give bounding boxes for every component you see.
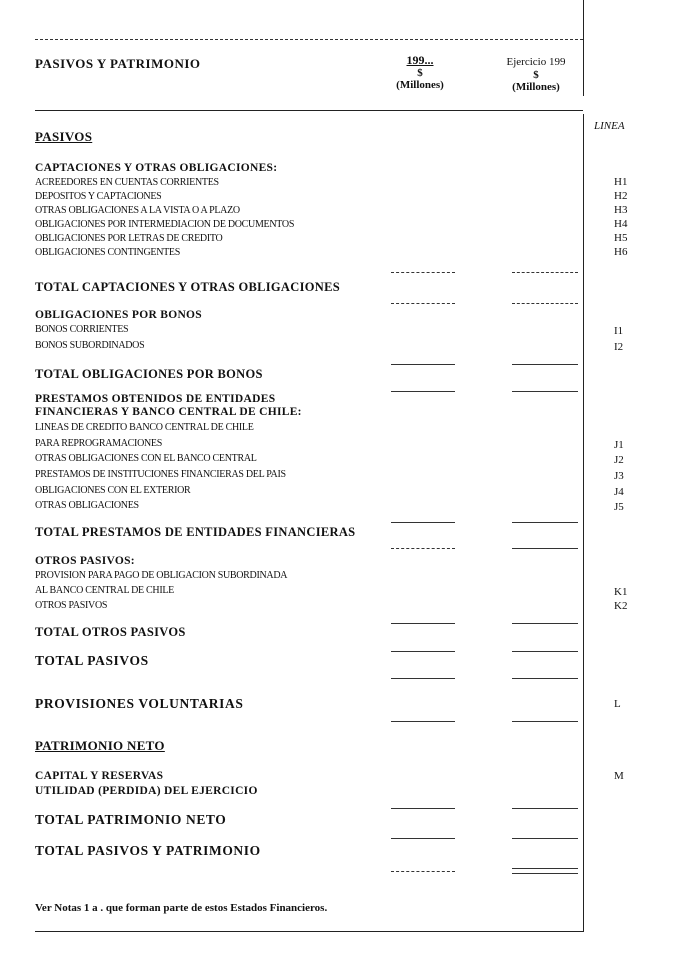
blank-provisiones-col2: [512, 721, 578, 722]
blank-provisiones-col1: [391, 721, 455, 722]
captaciones-title: CAPTACIONES Y OTRAS OBLIGACIONES:: [35, 162, 278, 174]
line-item-h2: DEPOSITOS Y CAPTACIONES: [35, 191, 162, 202]
prestamos-title-line1: PRESTAMOS OBTENIDOS DE ENTIDADES: [35, 393, 276, 405]
code-h1: H1: [614, 176, 628, 188]
code-h4: H4: [614, 218, 628, 230]
page-title: PASIVOS Y PATRIMONIO: [35, 56, 201, 71]
total-bonos: TOTAL OBLIGACIONES POR BONOS: [35, 367, 263, 381]
code-h5: H5: [614, 232, 628, 244]
line-item-j5: OTRAS OBLIGACIONES: [35, 500, 139, 511]
blank-patrimonio-bottom-col1: [391, 838, 455, 839]
blank-total-pasivos-col2: [512, 678, 578, 679]
section-patrimonio-neto: PATRIMONIO NETO: [35, 738, 165, 753]
col2-year: Ejercicio 199: [506, 56, 566, 68]
blank-otros-col2: [512, 623, 578, 624]
blank-patrimonio-col1: [391, 808, 455, 809]
total-otros-pasivos: TOTAL OTROS PASIVOS: [35, 625, 186, 639]
code-j2: J2: [614, 454, 624, 466]
line-item-k2: OTROS PASIVOS: [35, 600, 108, 611]
line-item-h5: OBLIGACIONES POR LETRAS DE CREDITO: [35, 233, 223, 244]
code-j1: J1: [614, 439, 624, 451]
code-l: L: [614, 698, 621, 710]
blank-grand-total-col1: [391, 871, 455, 872]
code-k2: K2: [614, 600, 628, 612]
total-patrimonio-neto: TOTAL PATRIMONIO NETO: [35, 812, 227, 827]
total-prestamos: TOTAL PRESTAMOS DE ENTIDADES FINANCIERAS: [35, 525, 356, 539]
line-item-j2: OTRAS OBLIGACIONES CON EL BANCO CENTRAL: [35, 453, 257, 464]
blank-patrimonio-col2: [512, 808, 578, 809]
blank-bonos-top-col2: [512, 303, 578, 304]
code-j3: J3: [614, 470, 624, 482]
blank-grand-total-under-col2: [512, 873, 578, 874]
utilidad-ejercicio: UTILIDAD (PERDIDA) DEL EJERCICIO: [35, 785, 258, 797]
line-item-i1: BONOS CORRIENTES: [35, 324, 129, 335]
blank-captaciones-col1: [391, 272, 455, 273]
code-h6: H6: [614, 246, 628, 258]
col1-header: [388, 54, 452, 91]
code-k1: K1: [614, 586, 628, 598]
blank-bonos-col2: [512, 364, 578, 365]
line-item-j1-line1: LINEAS DE CREDITO BANCO CENTRAL DE CHILE: [35, 422, 254, 433]
blank-prestamos-bottom-col2: [512, 548, 578, 549]
header-top-rule: [35, 39, 583, 40]
line-item-j3: PRESTAMOS DE INSTITUCIONES FINANCIERAS DEL PAIS: [35, 469, 286, 480]
blank-total-pasivos-col1: [391, 678, 455, 679]
code-i1: I1: [614, 325, 624, 337]
total-pasivos: TOTAL PASIVOS: [35, 653, 149, 668]
capital-y-reservas: CAPITAL Y RESERVAS: [35, 770, 164, 782]
right-border-body: [583, 114, 584, 932]
prestamos-title-line2: FINANCIERAS Y BANCO CENTRAL DE CHILE:: [35, 406, 302, 418]
line-item-i2: BONOS SUBORDINADOS: [35, 340, 145, 351]
bonos-title: OBLIGACIONES POR BONOS: [35, 309, 202, 321]
code-h2: H2: [614, 190, 628, 202]
line-item-j1-line2: PARA REPROGRAMACIONES: [35, 438, 162, 449]
line-item-h3: OTRAS OBLIGACIONES A LA VISTA O A PLAZO: [35, 205, 240, 216]
code-h3: H3: [614, 204, 628, 216]
line-column-label: LINEA: [594, 120, 625, 132]
blank-total-pasivos-top-col1: [391, 651, 455, 652]
blank-captaciones-col2: [512, 272, 578, 273]
col2-unit: (Millones): [512, 81, 560, 93]
total-captaciones: TOTAL CAPTACIONES Y OTRAS OBLIGACIONES: [35, 280, 340, 294]
blank-otros-col1: [391, 623, 455, 624]
col2-currency: $: [533, 69, 539, 81]
blank-prestamos-col2: [512, 522, 578, 523]
total-pasivos-y-patrimonio: TOTAL PASIVOS Y PATRIMONIO: [35, 843, 261, 858]
col2-header: [492, 56, 580, 93]
blank-total-pasivos-top-col2: [512, 651, 578, 652]
provisiones-voluntarias: PROVISIONES VOLUNTARIAS: [35, 696, 244, 711]
col1-currency: $: [417, 67, 423, 79]
line-item-h1: ACREEDORES EN CUENTAS CORRIENTES: [35, 177, 219, 188]
code-m: M: [614, 770, 624, 782]
blank-patrimonio-bottom-col2: [512, 838, 578, 839]
blank-prestamos-col1: [391, 522, 455, 523]
col1-unit: (Millones): [396, 79, 444, 91]
blank-bonos-bottom-col2: [512, 391, 578, 392]
line-item-h6: OBLIGACIONES CONTINGENTES: [35, 247, 180, 258]
right-border-top: [583, 0, 584, 96]
blank-grand-total-col2: [512, 868, 578, 869]
code-j5: J5: [614, 501, 624, 513]
line-item-k1-line1: PROVISION PARA PAGO DE OBLIGACION SUBORDINADA: [35, 570, 288, 581]
line-item-k1-line2: AL BANCO CENTRAL DE CHILE: [35, 585, 174, 596]
blank-bonos-bottom-col1: [391, 391, 455, 392]
footer-rule: [35, 931, 583, 932]
line-item-h4: OBLIGACIONES POR INTERMEDIACION DE DOCUMENTOS: [35, 219, 295, 230]
blank-bonos-top-col1: [391, 303, 455, 304]
col1-year: 199...: [406, 53, 434, 67]
blank-prestamos-bottom-col1: [391, 548, 455, 549]
code-i2: I2: [614, 341, 624, 353]
otros-pasivos-title: OTROS PASIVOS:: [35, 555, 135, 567]
code-j4: J4: [614, 486, 624, 498]
blank-bonos-col1: [391, 364, 455, 365]
header-bottom-rule: [35, 110, 583, 111]
line-item-j4: OBLIGACIONES CON EL EXTERIOR: [35, 485, 191, 496]
footnote: Ver Notas 1 a . que forman parte de estos Estados Financieros.: [35, 902, 328, 914]
section-pasivos: PASIVOS: [35, 129, 93, 144]
